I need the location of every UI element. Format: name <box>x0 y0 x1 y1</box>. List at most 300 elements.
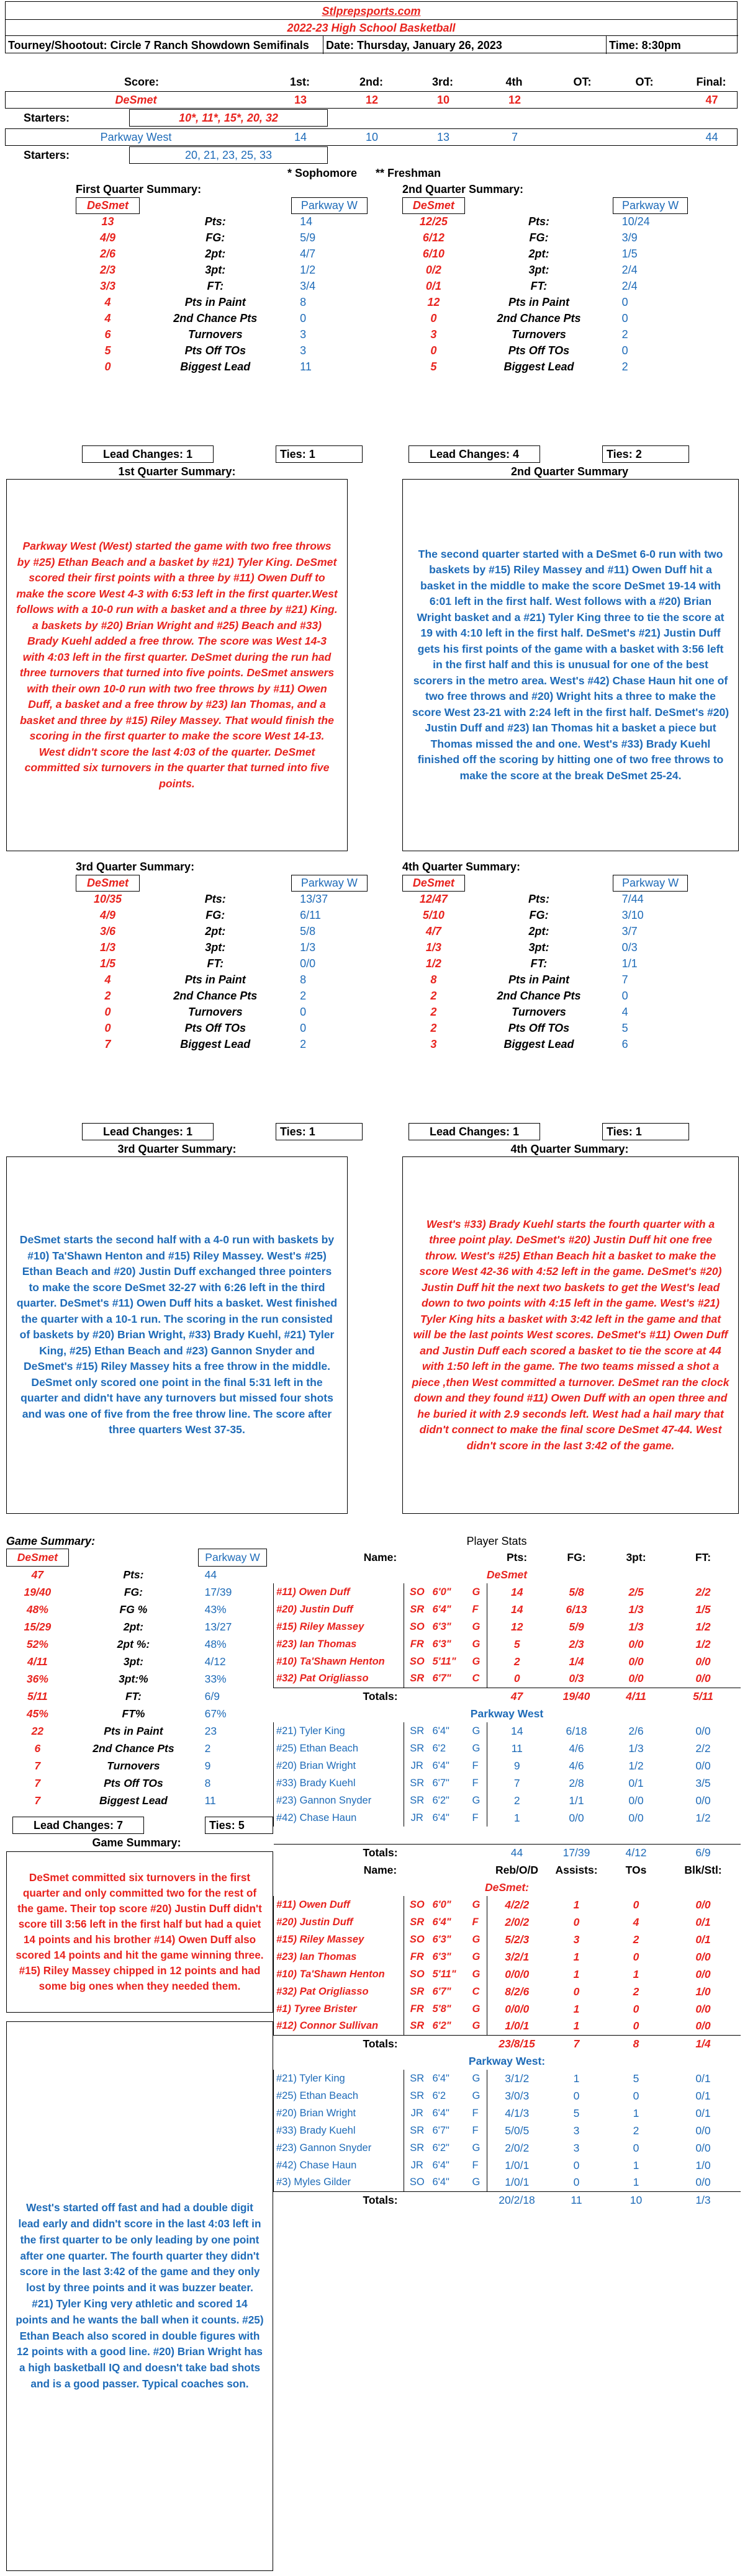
team1-q3: 10 <box>436 94 450 106</box>
stat-label: FG: <box>205 909 225 921</box>
player-name: #20) Justin Duff <box>274 1601 404 1618</box>
stat-value-team1: 15/29 <box>24 1621 52 1633</box>
stat-row <box>76 246 368 262</box>
player-year: SO <box>404 1618 430 1635</box>
player-name: #33) Brady Kuehl <box>274 1774 404 1792</box>
q3-title: 3rd Quarter Summary: <box>76 861 195 873</box>
player-year: SR <box>404 1983 430 2000</box>
stat-row <box>76 908 368 924</box>
player-height: 6'4" <box>432 2159 449 2171</box>
stat-row <box>403 1004 688 1021</box>
header-block <box>5 1 738 53</box>
class-legend: * Sophomore ** Freshman <box>287 167 441 179</box>
stat-value-team2: 10/24 <box>621 215 650 228</box>
player-position: G <box>470 1635 487 1653</box>
stat-value-team2: 43% <box>204 1603 227 1616</box>
stat-row <box>403 908 688 924</box>
player-stat-d: 0/1 <box>695 1915 711 1928</box>
player-stat-d: 0/1 <box>695 2089 711 2102</box>
stat-value-team2: 9 <box>204 1760 211 1772</box>
stat-row <box>76 311 368 327</box>
player-year: SR <box>404 2018 430 2035</box>
totals-b: 19/40 <box>547 1688 607 1705</box>
player-stat-a: 8/2/6 <box>505 1985 530 1998</box>
player-height: 6'2 <box>432 2090 446 2101</box>
player-stat-b: 5 <box>573 2106 580 2119</box>
stat-row <box>7 1567 267 1584</box>
team2-final: 44 <box>705 131 718 143</box>
stat-label: 3pt: <box>528 264 549 276</box>
player-year: SO <box>404 1931 430 1948</box>
stat-row <box>76 972 368 988</box>
player-stat-d: 0/0 <box>695 2124 711 2137</box>
stat-row <box>76 892 368 908</box>
player-stat-d: 1/2 <box>695 1620 711 1633</box>
stat-row <box>7 1671 267 1688</box>
player-position: F <box>470 2104 487 2122</box>
stat-value-team1: 6 <box>34 1742 41 1755</box>
player-row <box>274 1948 741 1966</box>
player-stat-a: 1 <box>513 1811 520 1824</box>
player-name: #32) Pat Origliasso <box>274 1670 404 1688</box>
stat-label: Pts Off TOs <box>104 1777 163 1789</box>
stat-value-team2: 8 <box>300 296 307 308</box>
player-year: JR <box>404 2157 430 2174</box>
stat-value-team1: 2 <box>430 990 437 1002</box>
stat-value-team1: 0/1 <box>425 280 441 292</box>
team-row <box>274 2052 741 2070</box>
stat-value-team2: 17/39 <box>204 1586 232 1598</box>
player-stat-b: 0 <box>573 2158 580 2171</box>
player-position: F <box>470 1774 487 1792</box>
scoreboard <box>5 73 738 180</box>
player-row <box>274 1635 741 1653</box>
team1-name: DeSmet <box>115 94 157 106</box>
stat-label: Turnovers <box>187 328 243 341</box>
player-name: #23) Ian Thomas <box>274 1635 404 1653</box>
stat-value-team2: 2 <box>204 1742 211 1755</box>
q4-stats-table <box>402 875 688 1053</box>
stat-row <box>7 1688 267 1706</box>
stat-value-team1: 52% <box>26 1638 48 1650</box>
team2-starters-label: Starters: <box>24 149 70 161</box>
totals-c: 4/12 <box>607 1844 666 1861</box>
stat-value-team2: 14 <box>300 215 313 228</box>
totals-d: 1/3 <box>666 2191 741 2209</box>
player-name: #12) Connor Sullivan <box>274 2018 404 2035</box>
team-header-row <box>7 1549 267 1567</box>
q3-summary-text: DeSmet starts the second half with a 4-0 run with baskets by #10) Ta'Shawn Henton and #15) Riley Massey. West's #25) Ethan Beach and #20) Justin Duff exchanged three pointers to make the score DeSmet 32-27 with 6:26 left in the third quarter. DeSmet's #11) Owen Duff hits a basket. West finished the quarter with a 10-1 run. The scoring in the run consisted of baskets by #20) Brian Wright, #33) Brady Kuehl, #21) Tyler King, #25) Ethan Beach and #23) Gannon Snyder and DeSmet's #15) Riley Massey hits a free throw in the middle. DeSmet only scored one point in the final 5:31 left in the quarter and didn't have any turnovers but missed four shots and was one of five from the free throw line. The score after three quarters West 37-35. <box>6 1156 348 1514</box>
player-height: 6'7" <box>432 2124 449 2136</box>
stat-value-team1: 5 <box>104 344 111 357</box>
q4-summary-title: 4th Quarter Summary: <box>510 1143 629 1155</box>
player-stat-b: 4/6 <box>569 1759 584 1772</box>
player-position: F <box>470 2122 487 2139</box>
stat-row <box>76 1037 368 1053</box>
stat-value-team1: 0 <box>104 360 111 373</box>
totals-b: 17/39 <box>547 1844 607 1861</box>
stat-value-team1: 1/2 <box>425 957 441 970</box>
totals-row <box>274 2035 741 2052</box>
player-stat-b: 0 <box>573 2176 580 2189</box>
stat-value-team2: 1/5 <box>621 248 638 260</box>
stat-value-team2: 2/4 <box>621 280 638 292</box>
team2-q4: 7 <box>511 131 518 143</box>
player-stat-c: 0/0 <box>628 1811 644 1824</box>
player-stat-b: 0 <box>573 1985 580 1998</box>
player-position: F <box>470 2157 487 2174</box>
stat-row <box>403 230 688 246</box>
player-position: F <box>470 1757 487 1774</box>
player-row <box>274 2104 741 2122</box>
stat-value-team2: 1/3 <box>300 941 316 954</box>
col-4th: 4th <box>505 76 523 88</box>
stat-label: 2pt: <box>528 925 549 937</box>
stat-row <box>403 262 688 279</box>
player-stat-d: 0/0 <box>695 1967 711 1980</box>
team-header-row <box>403 198 688 214</box>
player-position: G <box>470 2139 487 2157</box>
stat-label: Pts Off TOs <box>508 344 570 357</box>
stat-label: Biggest Lead <box>180 1038 251 1050</box>
stat-row <box>403 956 688 972</box>
player-stat-a: 9 <box>513 1759 520 1772</box>
player-year: SO <box>404 1583 430 1601</box>
player-stat-b: 6/18 <box>566 1724 587 1737</box>
stat-row <box>7 1619 267 1636</box>
player-stat-b: 3 <box>573 2141 580 2154</box>
player-row <box>274 1653 741 1670</box>
player-row <box>274 1618 741 1635</box>
player-stat-d: 1/0 <box>695 2158 711 2171</box>
team1-other-header: DeSmet: <box>485 1881 529 1894</box>
col-1: Reb/O/D <box>495 1863 539 1876</box>
q2-lead-changes: Lead Changes: 4 <box>409 445 540 463</box>
stat-label: 2nd Chance Pts <box>497 990 581 1002</box>
stat-value-team1: 3 <box>430 328 437 341</box>
q1-title: First Quarter Summary: <box>76 183 202 195</box>
player-year: SR <box>404 1722 430 1740</box>
player-name: #10) Ta'Shawn Henton <box>274 1653 404 1670</box>
team1-score-row <box>5 91 738 109</box>
stat-value-team2: 13/37 <box>300 893 328 906</box>
player-position: G <box>470 2000 487 2018</box>
stat-row <box>76 956 368 972</box>
player-height: 6'4" <box>432 2107 449 2119</box>
totals-a: 44 <box>487 1844 547 1861</box>
stat-row <box>403 940 688 956</box>
player-stat-b: 1 <box>573 1967 580 1980</box>
stat-value-team1: 4/9 <box>99 909 115 921</box>
stat-row <box>403 924 688 940</box>
gs-lead-changes: Lead Changes: 7 <box>12 1817 144 1834</box>
player-year: JR <box>404 1757 430 1774</box>
player-stat-c: 0/0 <box>628 1672 644 1685</box>
player-row <box>274 2139 741 2157</box>
stat-value-team1: 3/6 <box>99 925 115 937</box>
player-stat-a: 1/0/1 <box>505 2176 530 2189</box>
stat-row <box>7 1775 267 1792</box>
stat-value-team2: 2 <box>621 360 628 373</box>
team2-q1: 14 <box>294 131 307 143</box>
col-1: Pts: <box>506 1550 528 1563</box>
player-name: #32) Pat Origliasso <box>274 1983 404 2000</box>
totals-label: Totals: <box>274 2035 487 2052</box>
totals-a: 47 <box>487 1688 547 1705</box>
stat-value-team2: 13/27 <box>204 1621 232 1633</box>
stat-value-team2: 1/2 <box>300 264 316 276</box>
player-height: 6'2" <box>432 1794 449 1806</box>
player-stat-d: 0/0 <box>695 1759 711 1772</box>
player-stat-c: 0 <box>633 2089 639 2102</box>
stat-value-team1: 8 <box>430 973 437 986</box>
stat-row <box>76 279 368 295</box>
col-2: FG: <box>567 1550 586 1563</box>
team-header-row <box>403 875 688 892</box>
player-stat-c: 0/0 <box>628 1794 644 1807</box>
stat-label: Pts: <box>204 893 226 905</box>
player-stat-c: 1/2 <box>628 1759 644 1772</box>
player-stat-a: 11 <box>511 1742 523 1755</box>
q4-lead-changes: Lead Changes: 1 <box>409 1123 540 1140</box>
player-row <box>274 1601 741 1618</box>
gs-team2-label: Parkway W <box>199 1549 267 1567</box>
stat-label: Pts Off TOs <box>508 1022 570 1034</box>
stat-row <box>7 1723 267 1740</box>
player-row <box>274 1792 741 1809</box>
player-stat-d: 0/1 <box>695 2106 711 2119</box>
stat-label: Pts in Paint <box>184 296 246 308</box>
stat-row <box>403 972 688 988</box>
stat-label: Pts in Paint <box>508 973 569 986</box>
stat-label: 2pt %: <box>117 1638 150 1650</box>
player-height: 6'4" <box>432 1916 451 1928</box>
player-stat-d: 2/2 <box>695 1585 711 1598</box>
stat-row <box>7 1706 267 1723</box>
stat-label: FG: <box>205 231 225 244</box>
stat-value-team2: 48% <box>204 1638 227 1650</box>
player-height: 6'7" <box>432 1985 451 1997</box>
player-row <box>274 1774 741 1792</box>
player-stat-c: 2/5 <box>628 1585 644 1598</box>
stat-label: FT: <box>530 957 548 970</box>
player-year: JR <box>404 1809 430 1827</box>
player-row <box>274 2070 741 2087</box>
stat-value-team1: 4 <box>104 312 111 324</box>
player-year: FR <box>404 2000 430 2018</box>
player-stat-d: 0/0 <box>695 1950 711 1963</box>
gs-ties: Ties: 5 <box>205 1817 273 1834</box>
q4-team2-label: Parkway W <box>613 875 688 892</box>
stat-value-team2: 23 <box>204 1725 217 1737</box>
player-stat-a: 2 <box>513 1655 520 1668</box>
stat-label: 3pt: <box>528 941 549 954</box>
player-stat-a: 5 <box>513 1637 520 1650</box>
player-row <box>274 2000 741 2018</box>
player-position: F <box>470 1601 487 1618</box>
stat-row <box>403 1037 688 1053</box>
stat-value-team1: 2 <box>430 1022 437 1034</box>
player-stat-c: 0 <box>633 2002 639 2015</box>
stat-label: Pts: <box>204 215 226 228</box>
totals-a: 23/8/15 <box>487 2035 547 2052</box>
player-year: SR <box>404 1601 430 1618</box>
player-row <box>274 1966 741 1983</box>
player-year: SR <box>404 2122 430 2139</box>
player-position: G <box>470 2174 487 2191</box>
player-year: SO <box>404 1653 430 1670</box>
player-stat-d: 0/0 <box>695 1794 711 1807</box>
col-4: FT: <box>695 1550 711 1563</box>
stat-value-team1: 6/10 <box>422 248 445 260</box>
player-name: #3) Myles Gilder <box>274 2174 404 2191</box>
player-name: #20) Justin Duff <box>274 1913 404 1931</box>
stat-label: 2pt: <box>205 925 226 937</box>
player-stat-b: 0/0 <box>569 1811 584 1824</box>
q1-summary-text: Parkway West (West) started the game with two free throws by #25) Ethan Beach and a basket by #21) Tyler King. DeSmet scored their first points with a three by #11) Owen Duff to make the score West 4-3 with 6:53 left in the first quarter.West follows with a 10-0 run with a basket and a three by #21) King. a baskets by #20) Brian Wright and #25) Beach and #33) Brady Kuehl added a free throw. The score was West 14-3 with 4:03 left in the first quarter. DeSmet during the run had three turnovers that turned into five points. DeSmet answers with their own 10-0 run with two free throws by #11) Owen Duff, a basket and a free throw by #23) Ian Thomas, and a basket and three by #15) Riley Massey. That would finish the scoring in the first quarter to make the score West 14-13. West didn't score the last 4:03 of the quarter. DeSmet committed six turnovers in the quarter that turned into five points. <box>6 479 348 851</box>
stat-row <box>403 279 688 295</box>
col-name: Name: <box>363 1550 397 1563</box>
team2-other-header: Parkway West: <box>468 2054 546 2067</box>
spacer-row <box>274 1827 741 1844</box>
player-stat-a: 4/2/2 <box>505 1898 530 1911</box>
gs-summary-text-west: West's started off fast and had a double digit lead early and didn't score in the last 4:03 left in the first quarter to be only leading by one point after one quarter. The fourth quarter they didn't score in the last 3:42 of the game and they only lost by three points and it was buzzer beater. #21) Tyler King very athletic and scored 14 points and he wants the ball when it counts. #25) Ethan Beach also scored in double figures with 12 points with a good line. #20) Brian Wright has a high basketball IQ and doesn't take bad shots and is a good passer. Typical coaches son. <box>6 2021 273 2571</box>
totals-row <box>274 1844 741 1861</box>
player-stat-c: 2 <box>633 2124 639 2137</box>
player-stat-c: 0 <box>633 2141 639 2154</box>
stat-value-team1: 12/25 <box>419 215 448 228</box>
col-3rd: 3rd: <box>431 76 453 88</box>
stat-row <box>7 1792 267 1810</box>
q1-lead-changes: Lead Changes: 1 <box>82 445 214 463</box>
player-height: 6'4" <box>432 2072 449 2084</box>
stat-value-team1: 4/11 <box>27 1655 48 1668</box>
stat-label: 2nd Chance Pts <box>93 1742 174 1755</box>
stat-row <box>76 940 368 956</box>
stat-row <box>76 214 368 230</box>
team1-q2: 12 <box>365 94 379 106</box>
player-year: SR <box>404 1740 430 1757</box>
q4-summary-text: West's #33) Brady Kuehl starts the fourth quarter with a three point play. DeSmet's #20) Justin Duff hit one free throw. West's #25) Ethan Beach hit a basket to make the score West 42-36 with 4:52 left in the game. DeSmet's #20) Justin Duff hit the next two baskets to get the West's lead down to two points with 4:15 left in the game. West's #21) Tyler King hits a basket with 3:42 left in the game and that will be the last points West scores. DeSmet's #11) Owen Duff and Justin Duff each scored a basket to tie the score at 44 with 1:50 left in the game. The two teams missed a shot a piece ,then West committed a turnover. DeSmet ran the clock down and they found #11) Owen Duff with an open three and he buried it with 2.9 seconds left. West had a hail mary that didn't connect to make the final score DeSmet 47-44. West didn't score in the last 3:42 of the game. <box>402 1156 739 1514</box>
stat-label: Biggest Lead <box>503 1038 574 1050</box>
stat-label: Biggest Lead <box>99 1794 168 1807</box>
player-position: G <box>470 1722 487 1740</box>
stat-label: 2nd Chance Pts <box>173 990 258 1002</box>
spacer <box>464 875 613 892</box>
player-stat-d: 0/0 <box>695 2141 711 2154</box>
stat-label: Turnovers <box>107 1760 160 1772</box>
stat-value-team2: 3 <box>300 344 307 357</box>
team2-score-row <box>5 128 738 146</box>
stat-label: 2pt: <box>528 248 549 260</box>
player-stat-d: 0/1 <box>695 1933 711 1946</box>
player-stat-a: 2/0/2 <box>505 1915 530 1928</box>
stat-value-team2: 11 <box>300 360 312 373</box>
player-stat-c: 0 <box>633 1898 639 1911</box>
stat-label: FT: <box>125 1690 142 1702</box>
player-stat-a: 14 <box>511 1603 523 1616</box>
stat-value-team2: 3/10 <box>621 909 644 921</box>
player-stat-d: 1/2 <box>695 1811 711 1824</box>
player-stat-b: 1 <box>573 2002 580 2015</box>
stat-label: Pts: <box>123 1568 144 1581</box>
player-stat-b: 0 <box>573 2089 580 2102</box>
q2-team2-label: Parkway W <box>613 198 688 214</box>
stat-value-team1: 1/3 <box>99 941 115 954</box>
site-title[interactable]: Stlprepsports.com <box>322 5 421 17</box>
totals-b: 7 <box>547 2035 607 2052</box>
player-stat-b: 5/8 <box>569 1585 584 1598</box>
player-stat-a: 7 <box>513 1776 520 1789</box>
player-position: F <box>470 1809 487 1827</box>
col-1st: 1st: <box>289 76 310 88</box>
player-stat-c: 1 <box>633 2158 639 2171</box>
season-title: 2022-23 High School Basketball <box>6 19 737 35</box>
player-stat-c: 2/6 <box>628 1724 644 1737</box>
stat-value-team1: 0 <box>430 344 437 357</box>
stat-value-team2: 4/12 <box>204 1655 226 1668</box>
player-stat-b: 0/3 <box>569 1672 584 1685</box>
col-ot1: OT: <box>573 76 592 88</box>
stat-value-team2: 1/1 <box>621 957 638 970</box>
stat-value-team2: 67% <box>204 1707 227 1720</box>
stat-row <box>7 1740 267 1758</box>
stat-value-team2: 6/9 <box>204 1690 220 1702</box>
player-stat-a: 0/0/0 <box>505 2002 530 2015</box>
player-stat-a: 3/1/2 <box>505 2072 530 2085</box>
player-height: 6'2" <box>432 2142 449 2153</box>
stat-value-team2: 0 <box>621 296 628 308</box>
stat-value-team1: 5 <box>430 360 437 373</box>
player-name: #25) Ethan Beach <box>274 2087 404 2104</box>
stat-value-team2: 44 <box>204 1568 217 1581</box>
q1-stats-table <box>76 197 368 375</box>
stat-label: FT: <box>207 280 224 292</box>
game-summary-title: Game Summary: <box>6 1535 96 1547</box>
player-stat-d: 1/0 <box>695 1985 711 1998</box>
stat-row <box>403 327 688 343</box>
player-position: G <box>470 1583 487 1601</box>
stat-value-team2: 0 <box>300 1022 307 1034</box>
stat-label: 3pt: <box>205 264 226 276</box>
player-height: 6'3" <box>432 1621 451 1632</box>
stat-label: Pts: <box>528 893 549 905</box>
stat-label: Pts Off TOs <box>184 1022 246 1034</box>
stat-value-team1: 3/3 <box>99 280 115 292</box>
stat-label: Turnovers <box>512 328 566 341</box>
stat-row <box>76 295 368 311</box>
stat-value-team1: 4 <box>104 296 111 308</box>
stat-value-team1: 7 <box>34 1794 41 1807</box>
player-year: SR <box>404 1670 430 1688</box>
column-header-row <box>274 1549 741 1566</box>
stat-row <box>76 327 368 343</box>
player-stat-b: 1/4 <box>569 1655 584 1668</box>
col-3: TOs <box>625 1863 647 1876</box>
player-row <box>274 1931 741 1948</box>
stat-value-team2: 0 <box>300 1006 307 1018</box>
player-stat-d: 0/0 <box>695 1655 711 1668</box>
stat-row <box>76 230 368 246</box>
stat-row <box>7 1584 267 1601</box>
totals-row <box>274 1688 741 1705</box>
player-stats-table <box>273 1549 741 2209</box>
stat-label: FT% <box>122 1707 145 1720</box>
player-name: #11) Owen Duff <box>274 1583 404 1601</box>
stat-value-team2: 5/9 <box>300 231 316 244</box>
q1-team1-label: DeSmet <box>76 198 140 214</box>
player-stat-a: 0 <box>513 1672 520 1685</box>
